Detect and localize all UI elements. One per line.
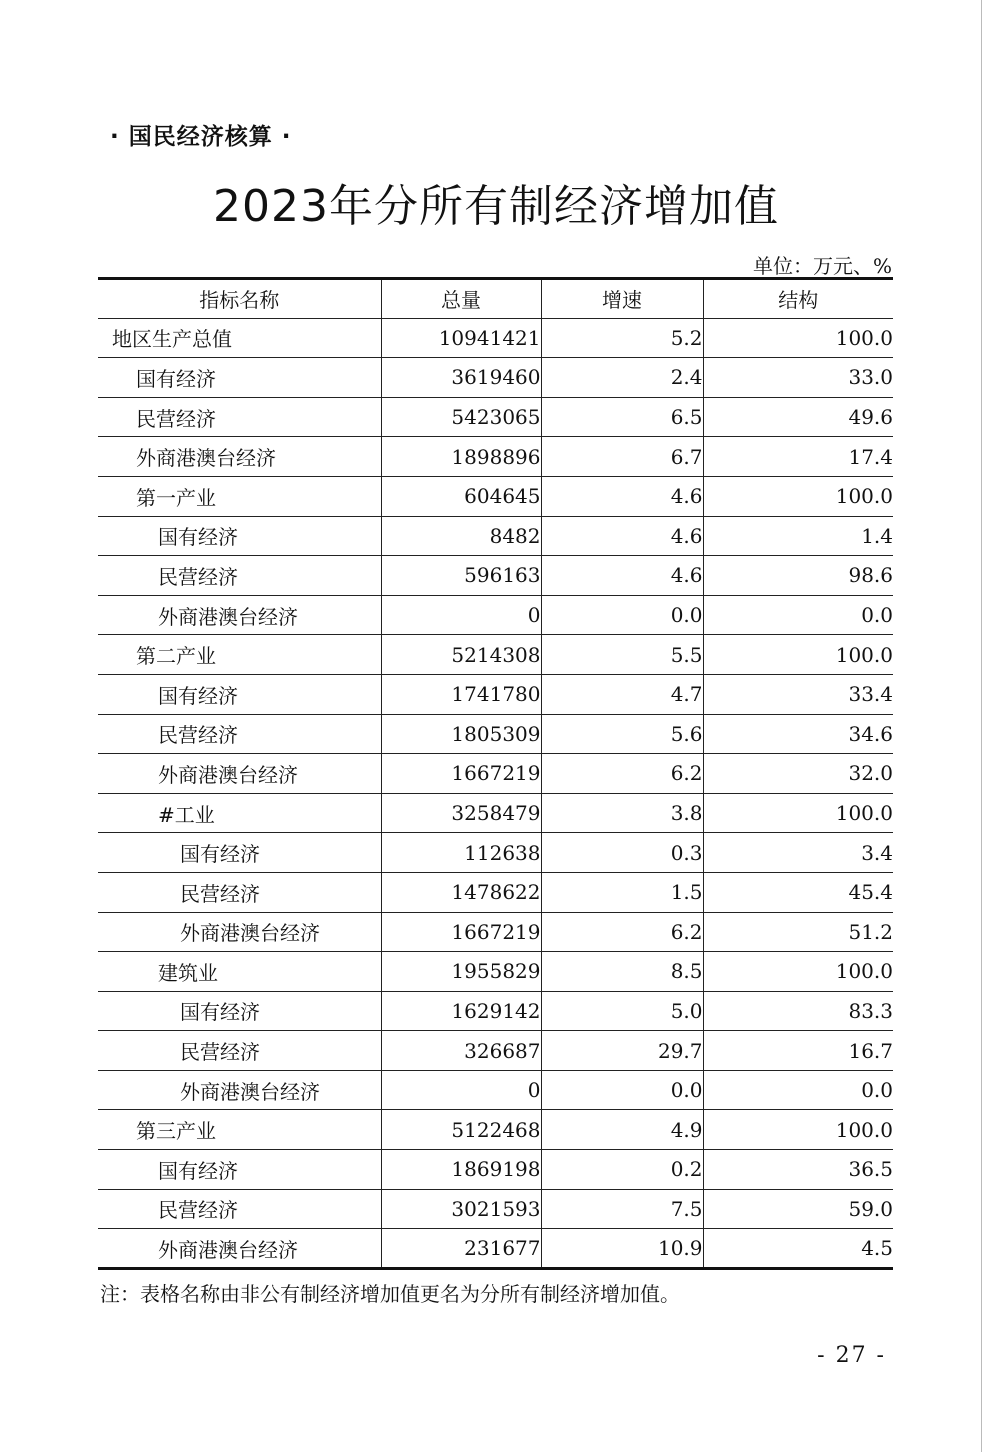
row-name: 民营经济 (98, 1031, 381, 1071)
row-growth: 0.0 (541, 595, 703, 635)
row-share: 32.0 (703, 754, 893, 794)
row-share: 45.4 (703, 872, 893, 912)
row-share: 1.4 (703, 516, 893, 556)
table-row (98, 872, 893, 912)
row-growth: 4.6 (541, 516, 703, 556)
table-row (98, 754, 893, 794)
table-row (98, 912, 893, 952)
row-total: 604645 (381, 476, 541, 516)
row-total: 5214308 (381, 635, 541, 675)
table-row (98, 1189, 893, 1229)
row-total: 596163 (381, 556, 541, 596)
row-share: 34.6 (703, 714, 893, 754)
table-row (98, 437, 893, 477)
table-row (98, 714, 893, 754)
row-growth: 7.5 (541, 1189, 703, 1229)
table-row (98, 358, 893, 398)
row-share: 100.0 (703, 318, 893, 358)
row-share: 3.4 (703, 833, 893, 873)
row-total: 5423065 (381, 397, 541, 437)
row-total: 3258479 (381, 793, 541, 833)
row-name: 国有经济 (98, 674, 381, 714)
row-total: 1869198 (381, 1150, 541, 1190)
row-growth: 5.5 (541, 635, 703, 675)
row-growth: 4.7 (541, 674, 703, 714)
row-name: 建筑业 (98, 952, 381, 992)
unit-label: 单位：万元、% (752, 254, 892, 278)
table-row (98, 952, 893, 992)
row-share: 16.7 (703, 1031, 893, 1071)
row-growth: 6.2 (541, 754, 703, 794)
row-total: 1667219 (381, 754, 541, 794)
row-total: 0 (381, 1070, 541, 1110)
row-share: 33.4 (703, 674, 893, 714)
row-name: 民营经济 (98, 872, 381, 912)
page-title: 2023年分所有制经济增加值 (213, 181, 779, 232)
table-row (98, 556, 893, 596)
table-row (98, 833, 893, 873)
table-row (98, 397, 893, 437)
row-growth: 5.6 (541, 714, 703, 754)
row-growth: 0.0 (541, 1070, 703, 1110)
table-row (98, 674, 893, 714)
row-growth: 2.4 (541, 358, 703, 398)
row-total: 1478622 (381, 872, 541, 912)
table-row (98, 476, 893, 516)
row-name: 民营经济 (98, 397, 381, 437)
row-name: 外商港澳台经济 (98, 754, 381, 794)
row-growth: 3.8 (541, 793, 703, 833)
row-growth: 0.2 (541, 1150, 703, 1190)
row-share: 100.0 (703, 1110, 893, 1150)
row-growth: 6.2 (541, 912, 703, 952)
row-total: 3619460 (381, 358, 541, 398)
row-total: 1955829 (381, 952, 541, 992)
row-share: 98.6 (703, 556, 893, 596)
table-row (98, 595, 893, 635)
section-tag: · 国民经济核算 · (110, 124, 292, 150)
row-total: 3021593 (381, 1189, 541, 1229)
row-growth: 6.7 (541, 437, 703, 477)
table-row (98, 793, 893, 833)
row-name: 第二产业 (98, 635, 381, 675)
row-share: 36.5 (703, 1150, 893, 1190)
row-name: 外商港澳台经济 (98, 1229, 381, 1269)
row-growth: 5.0 (541, 991, 703, 1031)
row-share: 17.4 (703, 437, 893, 477)
table-header-row (98, 279, 893, 319)
header-growth: 增速 (541, 279, 703, 319)
row-growth: 0.3 (541, 833, 703, 873)
row-name: 民营经济 (98, 714, 381, 754)
table-row (98, 635, 893, 675)
row-name: 外商港澳台经济 (98, 437, 381, 477)
page-number: - 27 - (817, 1343, 886, 1368)
row-share: 49.6 (703, 397, 893, 437)
row-total: 10941421 (381, 318, 541, 358)
header-total: 总量 (381, 279, 541, 319)
row-share: 59.0 (703, 1189, 893, 1229)
table-row (98, 1229, 893, 1269)
row-share: 0.0 (703, 1070, 893, 1110)
table-row (98, 516, 893, 556)
row-share: 100.0 (703, 635, 893, 675)
row-share: 83.3 (703, 991, 893, 1031)
row-name: 民营经济 (98, 556, 381, 596)
row-growth: 5.2 (541, 318, 703, 358)
row-growth: 4.6 (541, 476, 703, 516)
row-name: 第三产业 (98, 1110, 381, 1150)
row-name: 外商港澳台经济 (98, 1070, 381, 1110)
row-name: 国有经济 (98, 358, 381, 398)
row-share: 0.0 (703, 595, 893, 635)
row-total: 1898896 (381, 437, 541, 477)
row-name: 国有经济 (98, 991, 381, 1031)
header-name: 指标名称 (98, 279, 381, 319)
header-share: 结构 (703, 279, 893, 319)
row-name: 第一产业 (98, 476, 381, 516)
table-row (98, 1070, 893, 1110)
row-total: 326687 (381, 1031, 541, 1071)
row-growth: 4.9 (541, 1110, 703, 1150)
row-total: 1805309 (381, 714, 541, 754)
table-row (98, 1150, 893, 1190)
row-total: 1741780 (381, 674, 541, 714)
row-growth: 29.7 (541, 1031, 703, 1071)
row-growth: 1.5 (541, 872, 703, 912)
table-row (98, 1110, 893, 1150)
row-total: 0 (381, 595, 541, 635)
row-share: 100.0 (703, 793, 893, 833)
row-name: 民营经济 (98, 1189, 381, 1229)
table-footnote: 注：表格名称由非公有制经济增加值更名为分所有制经济增加值。 (100, 1282, 680, 1306)
row-total: 1629142 (381, 991, 541, 1031)
table-row (98, 991, 893, 1031)
row-name: 外商港澳台经济 (98, 595, 381, 635)
row-name: 国有经济 (98, 516, 381, 556)
row-total: 112638 (381, 833, 541, 873)
row-name: 地区生产总值 (98, 318, 381, 358)
row-name: 外商港澳台经济 (98, 912, 381, 952)
row-total: 231677 (381, 1229, 541, 1269)
row-share: 100.0 (703, 952, 893, 992)
row-name: 国有经济 (98, 833, 381, 873)
row-growth: 8.5 (541, 952, 703, 992)
data-table (98, 277, 893, 1270)
row-name: 国有经济 (98, 1150, 381, 1190)
row-name: #工业 (98, 793, 381, 833)
table-row (98, 1031, 893, 1071)
table-row (98, 318, 893, 358)
row-share: 33.0 (703, 358, 893, 398)
row-growth: 10.9 (541, 1229, 703, 1269)
row-share: 51.2 (703, 912, 893, 952)
row-total: 1667219 (381, 912, 541, 952)
row-total: 5122468 (381, 1110, 541, 1150)
row-total: 8482 (381, 516, 541, 556)
row-growth: 4.6 (541, 556, 703, 596)
row-share: 4.5 (703, 1229, 893, 1269)
row-share: 100.0 (703, 476, 893, 516)
row-growth: 6.5 (541, 397, 703, 437)
